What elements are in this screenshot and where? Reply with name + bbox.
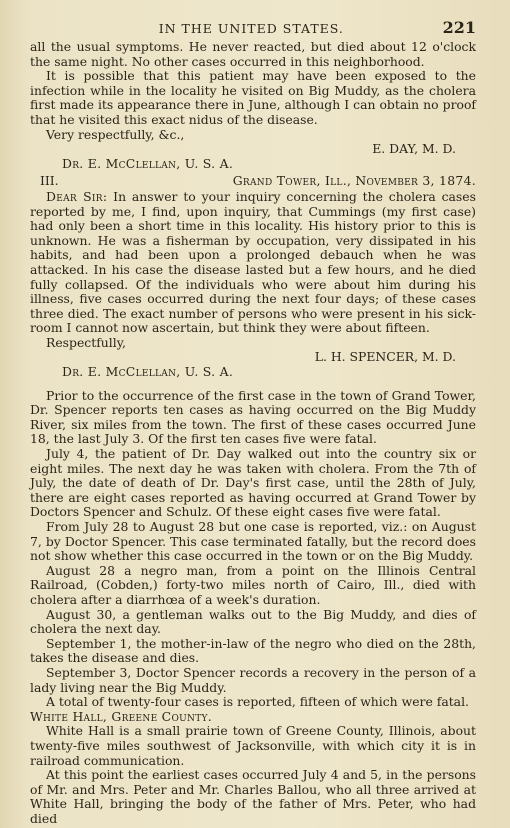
- running-title: IN THE UNITED STATES.: [158, 21, 344, 36]
- letter-number: III.: [40, 173, 59, 189]
- signature: L. H. SPENCER, M. D.: [314, 349, 456, 365]
- signature: E. DAY, M. D.: [372, 141, 456, 157]
- paragraph: September 1, the mother-in-law of the negro who died on the 28th, takes the disease and dies.: [30, 635, 476, 666]
- paragraph: all the usual symptoms. He never reacted, but died about 12 o'clock the same night. No other cases occurred in this neighborhood.: [30, 39, 476, 69]
- paragraph: At this point the earliest cases occurred July 4 and 5, in the persons of Mr. and Mrs. Peter and Mr. Charles Ballou, who all three arrived at White Hall, bringing the body of the father of Mrs. Peter, who had died: [30, 767, 476, 826]
- running-header: [30, 18, 476, 40]
- paragraph: From July 28 to August 28 but one case is reported, viz.: on August 7, by Doctor Spencer. This case terminated fatally, but the record does not show whether this case occurred in the town or on the Big Muddy.: [30, 519, 476, 564]
- letter-body: [30, 190, 476, 336]
- paragraph: It is possible that this patient may have been exposed to the infection while in the locality he visited on Big Muddy, as the cholera first made its appearance there in June, although I can obtain no proof that he visited this exact nidus of the disease.: [30, 68, 476, 127]
- letter-text: In answer to your inquiry concerning the cholera cases reported by me, I find, upon inquiry, that Cummings (my first case) had only been a short time in this locality. His history prior to this is unknown. He was a fisherman by occupation, very dissipated in his habits, and had been upon a prolonged debauch when he was attacked. In his case the disease lasted but a few hours, and he died fully collapsed. Of the individuals who were about him during his illness, five cases occurred during the next four days; of these cases three died. The exact number of persons who were present in his sick-room I cannot now ascertain, but think they were about fifteen.: [30, 188, 476, 336]
- body-text: [30, 40, 476, 826]
- closing-line: Respectfully,: [46, 334, 126, 350]
- section-heading: White Hall, Greene County.: [30, 708, 212, 724]
- paragraph: White Hall is a small prairie town of Greene County, Illinois, about twenty-five miles southwest of Jacksonville, with which city it is in railroad communication.: [30, 723, 476, 768]
- page-number: 221: [442, 18, 476, 37]
- paragraph: August 28 a negro man, from a point on the Illinois Central Railroad, (Cobden,) forty-two miles north of Cairo, Ill., died with cholera after a diarrhœa of a week's duration.: [30, 562, 476, 607]
- paragraph: Prior to the occurrence of the first case in the town of Grand Tower, Dr. Spencer reports ten cases as having occurred on the Big Muddy River, six miles from the town. The first of these cases occurred June 18, the last July 3. Of the first ten cases five were fatal.: [30, 387, 476, 447]
- closing-line: Very respectfully, &c.,: [46, 126, 185, 142]
- paragraph: A total of twenty-four cases is reported, fifteen of which were fatal.: [46, 694, 469, 710]
- place-date: Grand Tower, Ill., November 3, 1874.: [232, 173, 476, 189]
- paragraph: July 4, the patient of Dr. Day walked out into the country six or eight miles. The next day he was taken with cholera. From the 7th of July, the date of death of Dr. Day's first case, until the 28th of July, there are eight cases reported as having occurred at Grand Tower by Doctors Spencer and Schulz. Of these eight cases five were fatal.: [30, 446, 476, 520]
- salutation: Dear Sir:: [46, 188, 108, 204]
- addressee: Dr. E. McClellan, U. S. A.: [62, 364, 234, 380]
- paragraph: August 30, a gentleman walks out to the Big Muddy, and dies of cholera the next day.: [30, 606, 476, 637]
- addressee: Dr. E. McClellan, U. S. A.: [62, 155, 234, 171]
- paragraph: September 3, Doctor Spencer records a recovery in the person of a lady living near the Big Muddy.: [30, 664, 476, 695]
- letter-heading: [30, 174, 476, 189]
